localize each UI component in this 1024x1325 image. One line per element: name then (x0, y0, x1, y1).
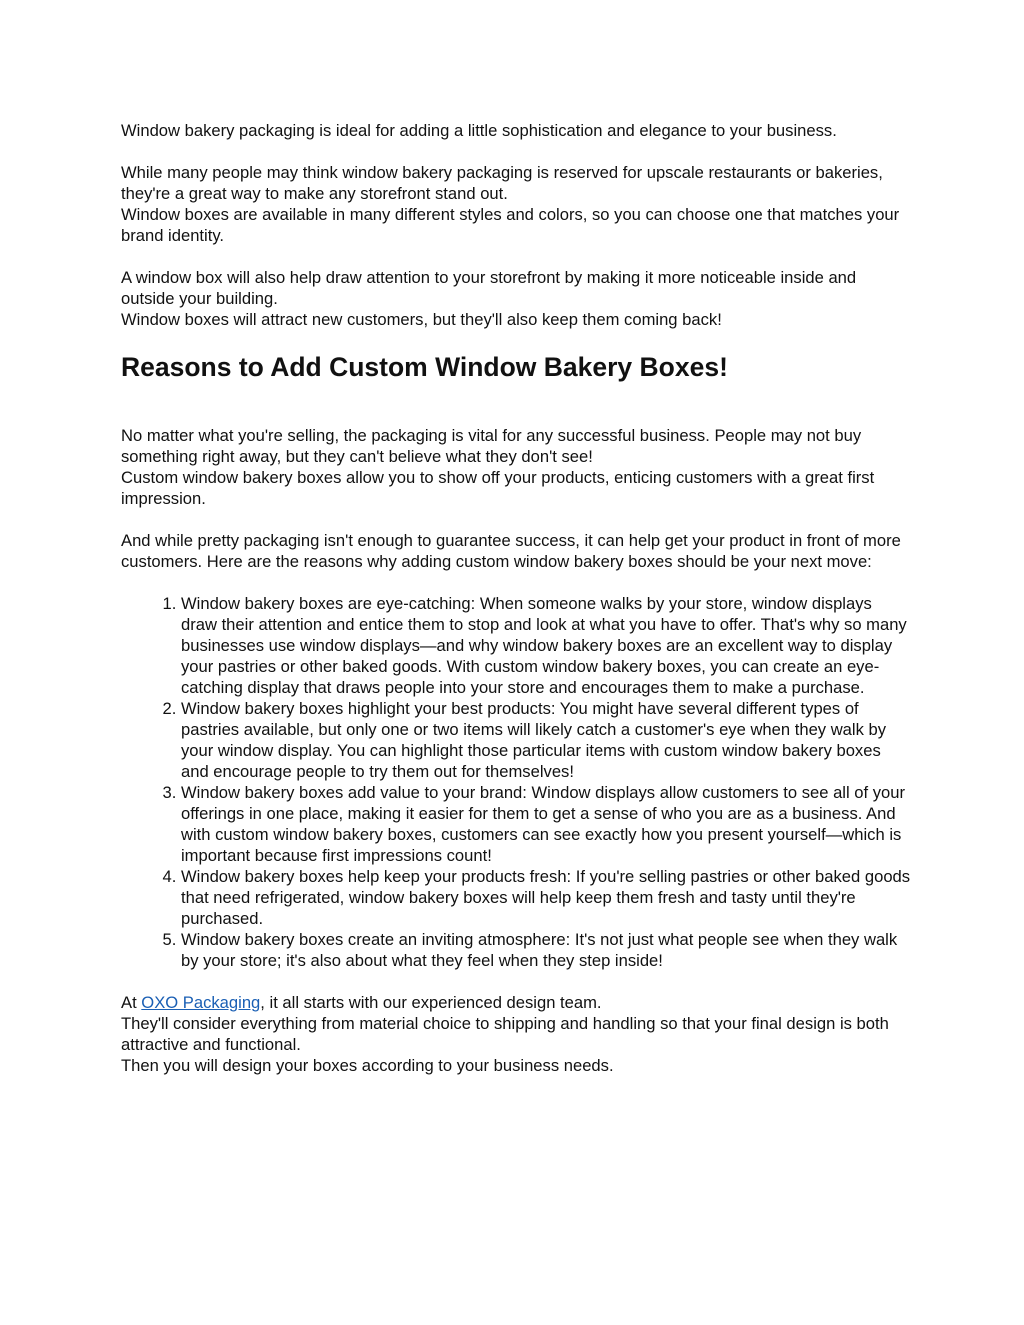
body-paragraph-1 (121, 425, 911, 509)
intro-paragraph-2-line-1: While many people may think window bakery packaging is reserved for upscale restaurants or bakeries, they're a great way to make any storefront stand out. (121, 163, 883, 203)
oxo-packaging-link[interactable]: OXO Packaging (141, 993, 261, 1012)
body-paragraph-1-line-2: Custom window bakery boxes allow you to show off your products, enticing customers with a great first impression. (121, 468, 875, 508)
closing-prefix: At (121, 993, 142, 1012)
document-page (121, 120, 911, 1097)
intro-paragraph-2 (121, 162, 911, 246)
closing-line-1 (121, 992, 911, 1013)
closing-paragraph (121, 992, 911, 1076)
intro-paragraph-3 (121, 267, 911, 330)
reasons-list (121, 593, 911, 971)
list-item: 1. Window bakery boxes are eye-catching: When someone walks by your store, window displays draw their attention and entice them to stop and look at what you have to offer. That's why so many businesses use window displays—and why window bakery boxes are an excellent way to display your pastries or other baked goods. With custom window bakery boxes, you can create an eye-catching display that draws people into your store and encourages them to make a purchase. (181, 593, 911, 698)
body-paragraph-1-line-1: No matter what you're selling, the packaging is vital for any successful business. People may not buy something right away, but they can't believe what they don't see! (121, 426, 862, 466)
list-item: 5. Window bakery boxes create an inviting atmosphere: It's not just what people see when they walk by your store; it's also about what they feel when they step inside! (181, 929, 911, 971)
intro-paragraph-3-line-2: Window boxes will attract new customers, but they'll also keep them coming back! (121, 310, 722, 329)
intro-paragraph-2-line-2: Window boxes are available in many different styles and colors, so you can choose one that matches your brand identity. (121, 205, 900, 245)
closing-suffix: , it all starts with our experienced design team. (260, 993, 602, 1012)
intro-paragraph-3-line-1: A window box will also help draw attention to your storefront by making it more noticeable inside and outside your building. (121, 268, 857, 308)
closing-line-2: They'll consider everything from material choice to shipping and handling so that your final design is both attractive and functional. (121, 1014, 889, 1054)
section-heading: Reasons to Add Custom Window Bakery Boxes! (121, 352, 728, 382)
list-item: 4. Window bakery boxes help keep your products fresh: If you're selling pastries or other baked goods that need refrigerated, window bakery boxes will help keep them fresh and tasty until they're purchased. (181, 866, 911, 929)
closing-line-3: Then you will design your boxes according to your business needs. (121, 1056, 614, 1075)
list-item: 3. Window bakery boxes add value to your brand: Window displays allow customers to see all of your offerings in one place, making it easier for them to get a sense of who you are as a business. And with custom window bakery boxes, customers can see exactly how you present yourself—which is important because first impressions count! (181, 782, 911, 866)
body-paragraph-2: And while pretty packaging isn't enough to guarantee success, it can help get your product in front of more customers. Here are the reasons why adding custom window bakery boxes should be your next move: (121, 531, 901, 571)
list-item: 2. Window bakery boxes highlight your best products: You might have several different types of pastries available, but only one or two items will likely catch a customer's eye when they walk by your window display. You can highlight those particular items with custom window bakery boxes and encourage people to try them out for themselves! (181, 698, 911, 782)
intro-paragraph-1: Window bakery packaging is ideal for adding a little sophistication and elegance to your business. (121, 121, 837, 140)
